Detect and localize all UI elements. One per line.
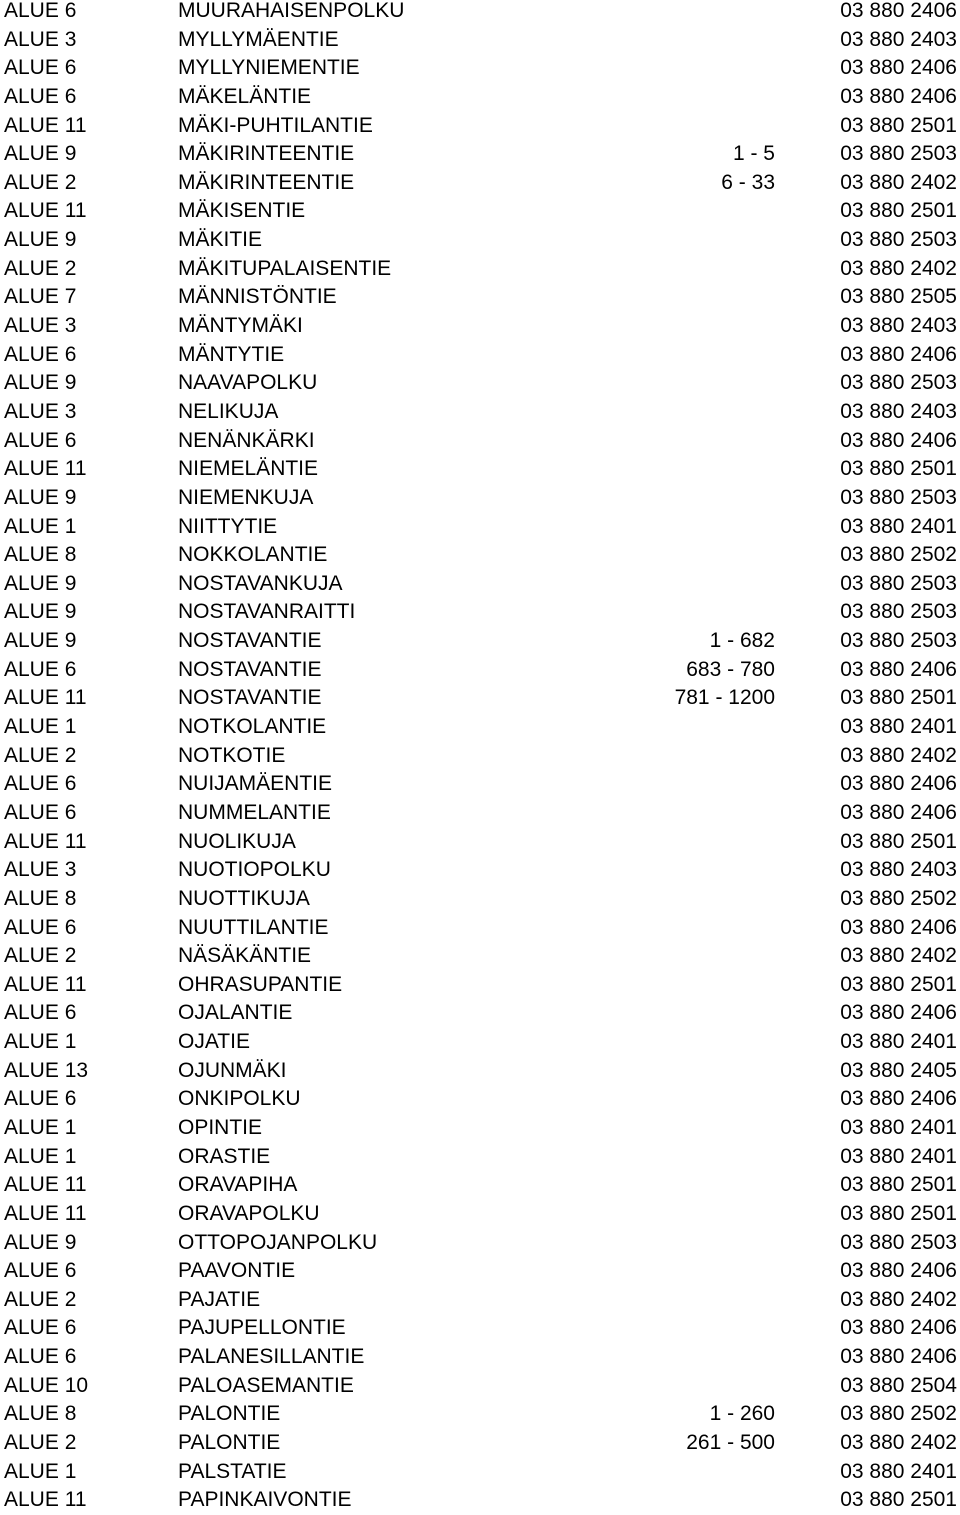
table-row xyxy=(0,283,960,312)
table-row xyxy=(0,1458,960,1487)
phone-cell: 03 880 2406 xyxy=(840,342,957,366)
street-cell: NUIJAMÄENTIE xyxy=(178,772,333,796)
area-cell: ALUE 6 xyxy=(4,657,77,681)
table-row xyxy=(0,885,960,914)
street-cell: NIEMENKUJA xyxy=(178,485,314,509)
street-cell: NUOLIKUJA xyxy=(178,829,296,853)
area-cell: ALUE 7 xyxy=(4,285,77,309)
phone-cell: 03 880 2406 xyxy=(840,915,957,939)
area-cell: ALUE 9 xyxy=(4,571,77,595)
table-row xyxy=(0,83,960,112)
phone-cell: 03 880 2401 xyxy=(840,514,957,538)
phone-cell: 03 880 2403 xyxy=(840,314,957,338)
area-cell: ALUE 6 xyxy=(4,1345,77,1369)
house-number-range-cell: 1 - 682 xyxy=(709,629,775,653)
street-cell: NOSTAVANKUJA xyxy=(178,571,343,595)
phone-cell: 03 880 2406 xyxy=(840,428,957,452)
table-row xyxy=(0,455,960,484)
street-cell: NENÄNKÄRKI xyxy=(178,428,315,452)
phone-cell: 03 880 2406 xyxy=(840,1087,957,1111)
table-row xyxy=(0,1171,960,1200)
phone-cell: 03 880 2501 xyxy=(840,1488,957,1512)
table-row xyxy=(0,226,960,255)
phone-cell: 03 880 2503 xyxy=(840,600,957,624)
table-row xyxy=(0,1486,960,1515)
area-cell: ALUE 9 xyxy=(4,371,77,395)
street-cell: NAAVAPOLKU xyxy=(178,371,318,395)
table-row xyxy=(0,627,960,656)
area-cell: ALUE 1 xyxy=(4,1144,77,1168)
phone-cell: 03 880 2501 xyxy=(840,113,957,137)
phone-cell: 03 880 2503 xyxy=(840,629,957,653)
area-cell: ALUE 3 xyxy=(4,27,77,51)
area-cell: ALUE 9 xyxy=(4,485,77,509)
phone-cell: 03 880 2401 xyxy=(840,1459,957,1483)
table-row xyxy=(0,856,960,885)
street-cell: NIEMELÄNTIE xyxy=(178,457,319,481)
area-cell: ALUE 13 xyxy=(4,1058,89,1082)
street-cell: NOSTAVANRAITTI xyxy=(178,600,356,624)
phone-cell: 03 880 2402 xyxy=(840,1287,957,1311)
table-row xyxy=(0,1372,960,1401)
area-cell: ALUE 9 xyxy=(4,142,77,166)
street-cell: NUOTTIKUJA xyxy=(178,886,310,910)
phone-cell: 03 880 2402 xyxy=(840,944,957,968)
phone-cell: 03 880 2401 xyxy=(840,1030,957,1054)
street-cell: PALANESILLANTIE xyxy=(178,1345,365,1369)
area-cell: ALUE 6 xyxy=(4,1259,77,1283)
phone-cell: 03 880 2503 xyxy=(840,485,957,509)
street-cell: OPINTIE xyxy=(178,1115,263,1139)
area-cell: ALUE 9 xyxy=(4,629,77,653)
area-cell: ALUE 2 xyxy=(4,256,77,280)
table-row xyxy=(0,0,960,26)
phone-cell: 03 880 2401 xyxy=(840,715,957,739)
phone-cell: 03 880 2504 xyxy=(840,1373,957,1397)
phone-cell: 03 880 2505 xyxy=(840,285,957,309)
area-cell: ALUE 11 xyxy=(4,457,87,481)
phone-cell: 03 880 2501 xyxy=(840,972,957,996)
area-cell: ALUE 9 xyxy=(4,1230,77,1254)
phone-cell: 03 880 2402 xyxy=(840,1431,957,1455)
area-cell: ALUE 6 xyxy=(4,1001,77,1025)
table-row xyxy=(0,742,960,771)
street-cell: PALSTATIE xyxy=(178,1459,287,1483)
table-row xyxy=(0,999,960,1028)
phone-cell: 03 880 2405 xyxy=(840,1058,957,1082)
table-row xyxy=(0,1229,960,1258)
area-cell: ALUE 2 xyxy=(4,1431,77,1455)
street-cell: PAJATIE xyxy=(178,1287,261,1311)
phone-cell: 03 880 2406 xyxy=(840,0,957,22)
street-cell: MYLLYNIEMENTIE xyxy=(178,56,360,80)
street-cell: NELIKUJA xyxy=(178,399,279,423)
street-cell: NOSTAVANTIE xyxy=(178,657,322,681)
area-cell: ALUE 1 xyxy=(4,1115,77,1139)
street-cell: ONKIPOLKU xyxy=(178,1087,301,1111)
table-row xyxy=(0,312,960,341)
phone-cell: 03 880 2501 xyxy=(840,1201,957,1225)
table-row xyxy=(0,598,960,627)
area-cell: ALUE 9 xyxy=(4,600,77,624)
table-row xyxy=(0,1314,960,1343)
street-cell: NUMMELANTIE xyxy=(178,800,331,824)
street-cell: PALONTIE xyxy=(178,1402,281,1426)
house-number-range-cell: 1 - 5 xyxy=(732,142,775,166)
house-number-range-cell: 1 - 260 xyxy=(709,1402,775,1426)
area-cell: ALUE 2 xyxy=(4,944,77,968)
phone-cell: 03 880 2406 xyxy=(840,1259,957,1283)
area-cell: ALUE 3 xyxy=(4,858,77,882)
table-row xyxy=(0,799,960,828)
table-row xyxy=(0,971,960,1000)
table-row xyxy=(0,169,960,198)
phone-cell: 03 880 2401 xyxy=(840,1144,957,1168)
street-cell: NUUTTILANTIE xyxy=(178,915,329,939)
street-cell: OHRASUPANTIE xyxy=(178,972,343,996)
phone-cell: 03 880 2503 xyxy=(840,142,957,166)
table-row xyxy=(0,484,960,513)
table-row xyxy=(0,942,960,971)
table-row xyxy=(0,54,960,83)
table-row xyxy=(0,341,960,370)
house-number-range-cell: 781 - 1200 xyxy=(674,686,775,710)
table-row xyxy=(0,570,960,599)
phone-cell: 03 880 2403 xyxy=(840,858,957,882)
phone-cell: 03 880 2501 xyxy=(840,457,957,481)
street-cell: MÄKIRINTEENTIE xyxy=(178,170,355,194)
street-cell: ORAVAPIHA xyxy=(178,1173,298,1197)
street-cell: NIITTYTIE xyxy=(178,514,278,538)
street-cell: PAPINKAIVONTIE xyxy=(178,1488,352,1512)
table-row xyxy=(0,684,960,713)
house-number-range-cell: 261 - 500 xyxy=(686,1431,775,1455)
phone-cell: 03 880 2503 xyxy=(840,571,957,595)
area-cell: ALUE 6 xyxy=(4,1087,77,1111)
table-row xyxy=(0,197,960,226)
area-cell: ALUE 11 xyxy=(4,1201,87,1225)
phone-cell: 03 880 2406 xyxy=(840,56,957,80)
table-row xyxy=(0,1429,960,1458)
phone-cell: 03 880 2402 xyxy=(840,743,957,767)
area-cell: ALUE 1 xyxy=(4,514,77,538)
table-row xyxy=(0,1343,960,1372)
table-row xyxy=(0,26,960,55)
phone-cell: 03 880 2501 xyxy=(840,199,957,223)
street-cell: MUURAHAISENPOLKU xyxy=(178,0,405,22)
area-cell: ALUE 6 xyxy=(4,0,77,22)
phone-cell: 03 880 2406 xyxy=(840,1316,957,1340)
area-cell: ALUE 3 xyxy=(4,399,77,423)
street-cell: PALONTIE xyxy=(178,1431,281,1455)
area-cell: ALUE 6 xyxy=(4,915,77,939)
table-row xyxy=(0,770,960,799)
area-cell: ALUE 6 xyxy=(4,56,77,80)
street-cell: OJATIE xyxy=(178,1030,250,1054)
table-row xyxy=(0,1114,960,1143)
table-row xyxy=(0,1028,960,1057)
phone-cell: 03 880 2406 xyxy=(840,84,957,108)
table-row xyxy=(0,112,960,141)
table-row xyxy=(0,1257,960,1286)
table-row xyxy=(0,398,960,427)
street-cell: ORAVAPOLKU xyxy=(178,1201,320,1225)
area-cell: ALUE 6 xyxy=(4,800,77,824)
street-cell: OTTOPOJANPOLKU xyxy=(178,1230,378,1254)
phone-cell: 03 880 2406 xyxy=(840,1001,957,1025)
phone-cell: 03 880 2406 xyxy=(840,657,957,681)
phone-cell: 03 880 2403 xyxy=(840,399,957,423)
table-row xyxy=(0,255,960,284)
phone-cell: 03 880 2402 xyxy=(840,170,957,194)
phone-cell: 03 880 2502 xyxy=(840,1402,957,1426)
table-row xyxy=(0,656,960,685)
area-cell: ALUE 11 xyxy=(4,1173,87,1197)
street-cell: NOTKOTIE xyxy=(178,743,286,767)
area-cell: ALUE 11 xyxy=(4,972,87,996)
phone-cell: 03 880 2501 xyxy=(840,686,957,710)
phone-cell: 03 880 2406 xyxy=(840,772,957,796)
street-cell: NOSTAVANTIE xyxy=(178,629,322,653)
house-number-range-cell: 683 - 780 xyxy=(686,657,775,681)
phone-cell: 03 880 2503 xyxy=(840,371,957,395)
phone-cell: 03 880 2501 xyxy=(840,829,957,853)
street-cell: NOKKOLANTIE xyxy=(178,543,328,567)
area-cell: ALUE 8 xyxy=(4,543,77,567)
street-cell: PALOASEMANTIE xyxy=(178,1373,354,1397)
area-cell: ALUE 2 xyxy=(4,743,77,767)
table-row xyxy=(0,828,960,857)
street-cell: MYLLYMÄENTIE xyxy=(178,27,339,51)
table-row xyxy=(0,369,960,398)
phone-cell: 03 880 2402 xyxy=(840,256,957,280)
table-row xyxy=(0,713,960,742)
table-row xyxy=(0,427,960,456)
area-cell: ALUE 1 xyxy=(4,1459,77,1483)
area-cell: ALUE 6 xyxy=(4,84,77,108)
area-cell: ALUE 11 xyxy=(4,199,87,223)
area-cell: ALUE 6 xyxy=(4,1316,77,1340)
area-cell: ALUE 10 xyxy=(4,1373,89,1397)
area-cell: ALUE 2 xyxy=(4,1287,77,1311)
table-row xyxy=(0,1400,960,1429)
area-cell: ALUE 11 xyxy=(4,1488,87,1512)
street-cell: OJALANTIE xyxy=(178,1001,293,1025)
street-cell: MÄKITUPALAISENTIE xyxy=(178,256,392,280)
table-row xyxy=(0,140,960,169)
area-cell: ALUE 3 xyxy=(4,314,77,338)
table-row xyxy=(0,513,960,542)
area-cell: ALUE 1 xyxy=(4,715,77,739)
street-cell: MÄKIRINTEENTIE xyxy=(178,142,355,166)
street-cell: NUOTIOPOLKU xyxy=(178,858,331,882)
table-row xyxy=(0,1085,960,1114)
area-cell: ALUE 6 xyxy=(4,772,77,796)
area-cell: ALUE 6 xyxy=(4,342,77,366)
area-cell: ALUE 9 xyxy=(4,228,77,252)
phone-cell: 03 880 2403 xyxy=(840,27,957,51)
area-cell: ALUE 1 xyxy=(4,1030,77,1054)
street-cell: MÄKELÄNTIE xyxy=(178,84,312,108)
area-cell: ALUE 11 xyxy=(4,113,87,137)
table-row xyxy=(0,914,960,943)
phone-cell: 03 880 2503 xyxy=(840,1230,957,1254)
table-row xyxy=(0,1143,960,1172)
phone-cell: 03 880 2406 xyxy=(840,1345,957,1369)
area-cell: ALUE 8 xyxy=(4,886,77,910)
street-cell: MÄNNISTÖNTIE xyxy=(178,285,337,309)
street-cell: MÄKI-PUHTILANTIE xyxy=(178,113,373,137)
table-row xyxy=(0,541,960,570)
phone-cell: 03 880 2501 xyxy=(840,1173,957,1197)
street-cell: MÄKISENTIE xyxy=(178,199,306,223)
phone-cell: 03 880 2406 xyxy=(840,800,957,824)
area-cell: ALUE 11 xyxy=(4,829,87,853)
street-cell: MÄNTYMÄKI xyxy=(178,314,303,338)
table-row xyxy=(0,1286,960,1315)
area-cell: ALUE 6 xyxy=(4,428,77,452)
table-row xyxy=(0,1200,960,1229)
street-cell: MÄKITIE xyxy=(178,228,263,252)
street-cell: PAJUPELLONTIE xyxy=(178,1316,346,1340)
phone-cell: 03 880 2503 xyxy=(840,228,957,252)
area-cell: ALUE 2 xyxy=(4,170,77,194)
street-cell: NOSTAVANTIE xyxy=(178,686,322,710)
street-cell: NÄSÄKÄNTIE xyxy=(178,944,312,968)
phone-cell: 03 880 2502 xyxy=(840,886,957,910)
phone-cell: 03 880 2401 xyxy=(840,1115,957,1139)
area-cell: ALUE 8 xyxy=(4,1402,77,1426)
house-number-range-cell: 6 - 33 xyxy=(721,170,775,194)
street-cell: NOTKOLANTIE xyxy=(178,715,327,739)
street-cell: PAAVONTIE xyxy=(178,1259,296,1283)
area-cell: ALUE 11 xyxy=(4,686,87,710)
street-cell: ORASTIE xyxy=(178,1144,271,1168)
table-row xyxy=(0,1057,960,1086)
street-cell: MÄNTYTIE xyxy=(178,342,285,366)
phone-cell: 03 880 2502 xyxy=(840,543,957,567)
street-cell: OJUNMÄKI xyxy=(178,1058,287,1082)
